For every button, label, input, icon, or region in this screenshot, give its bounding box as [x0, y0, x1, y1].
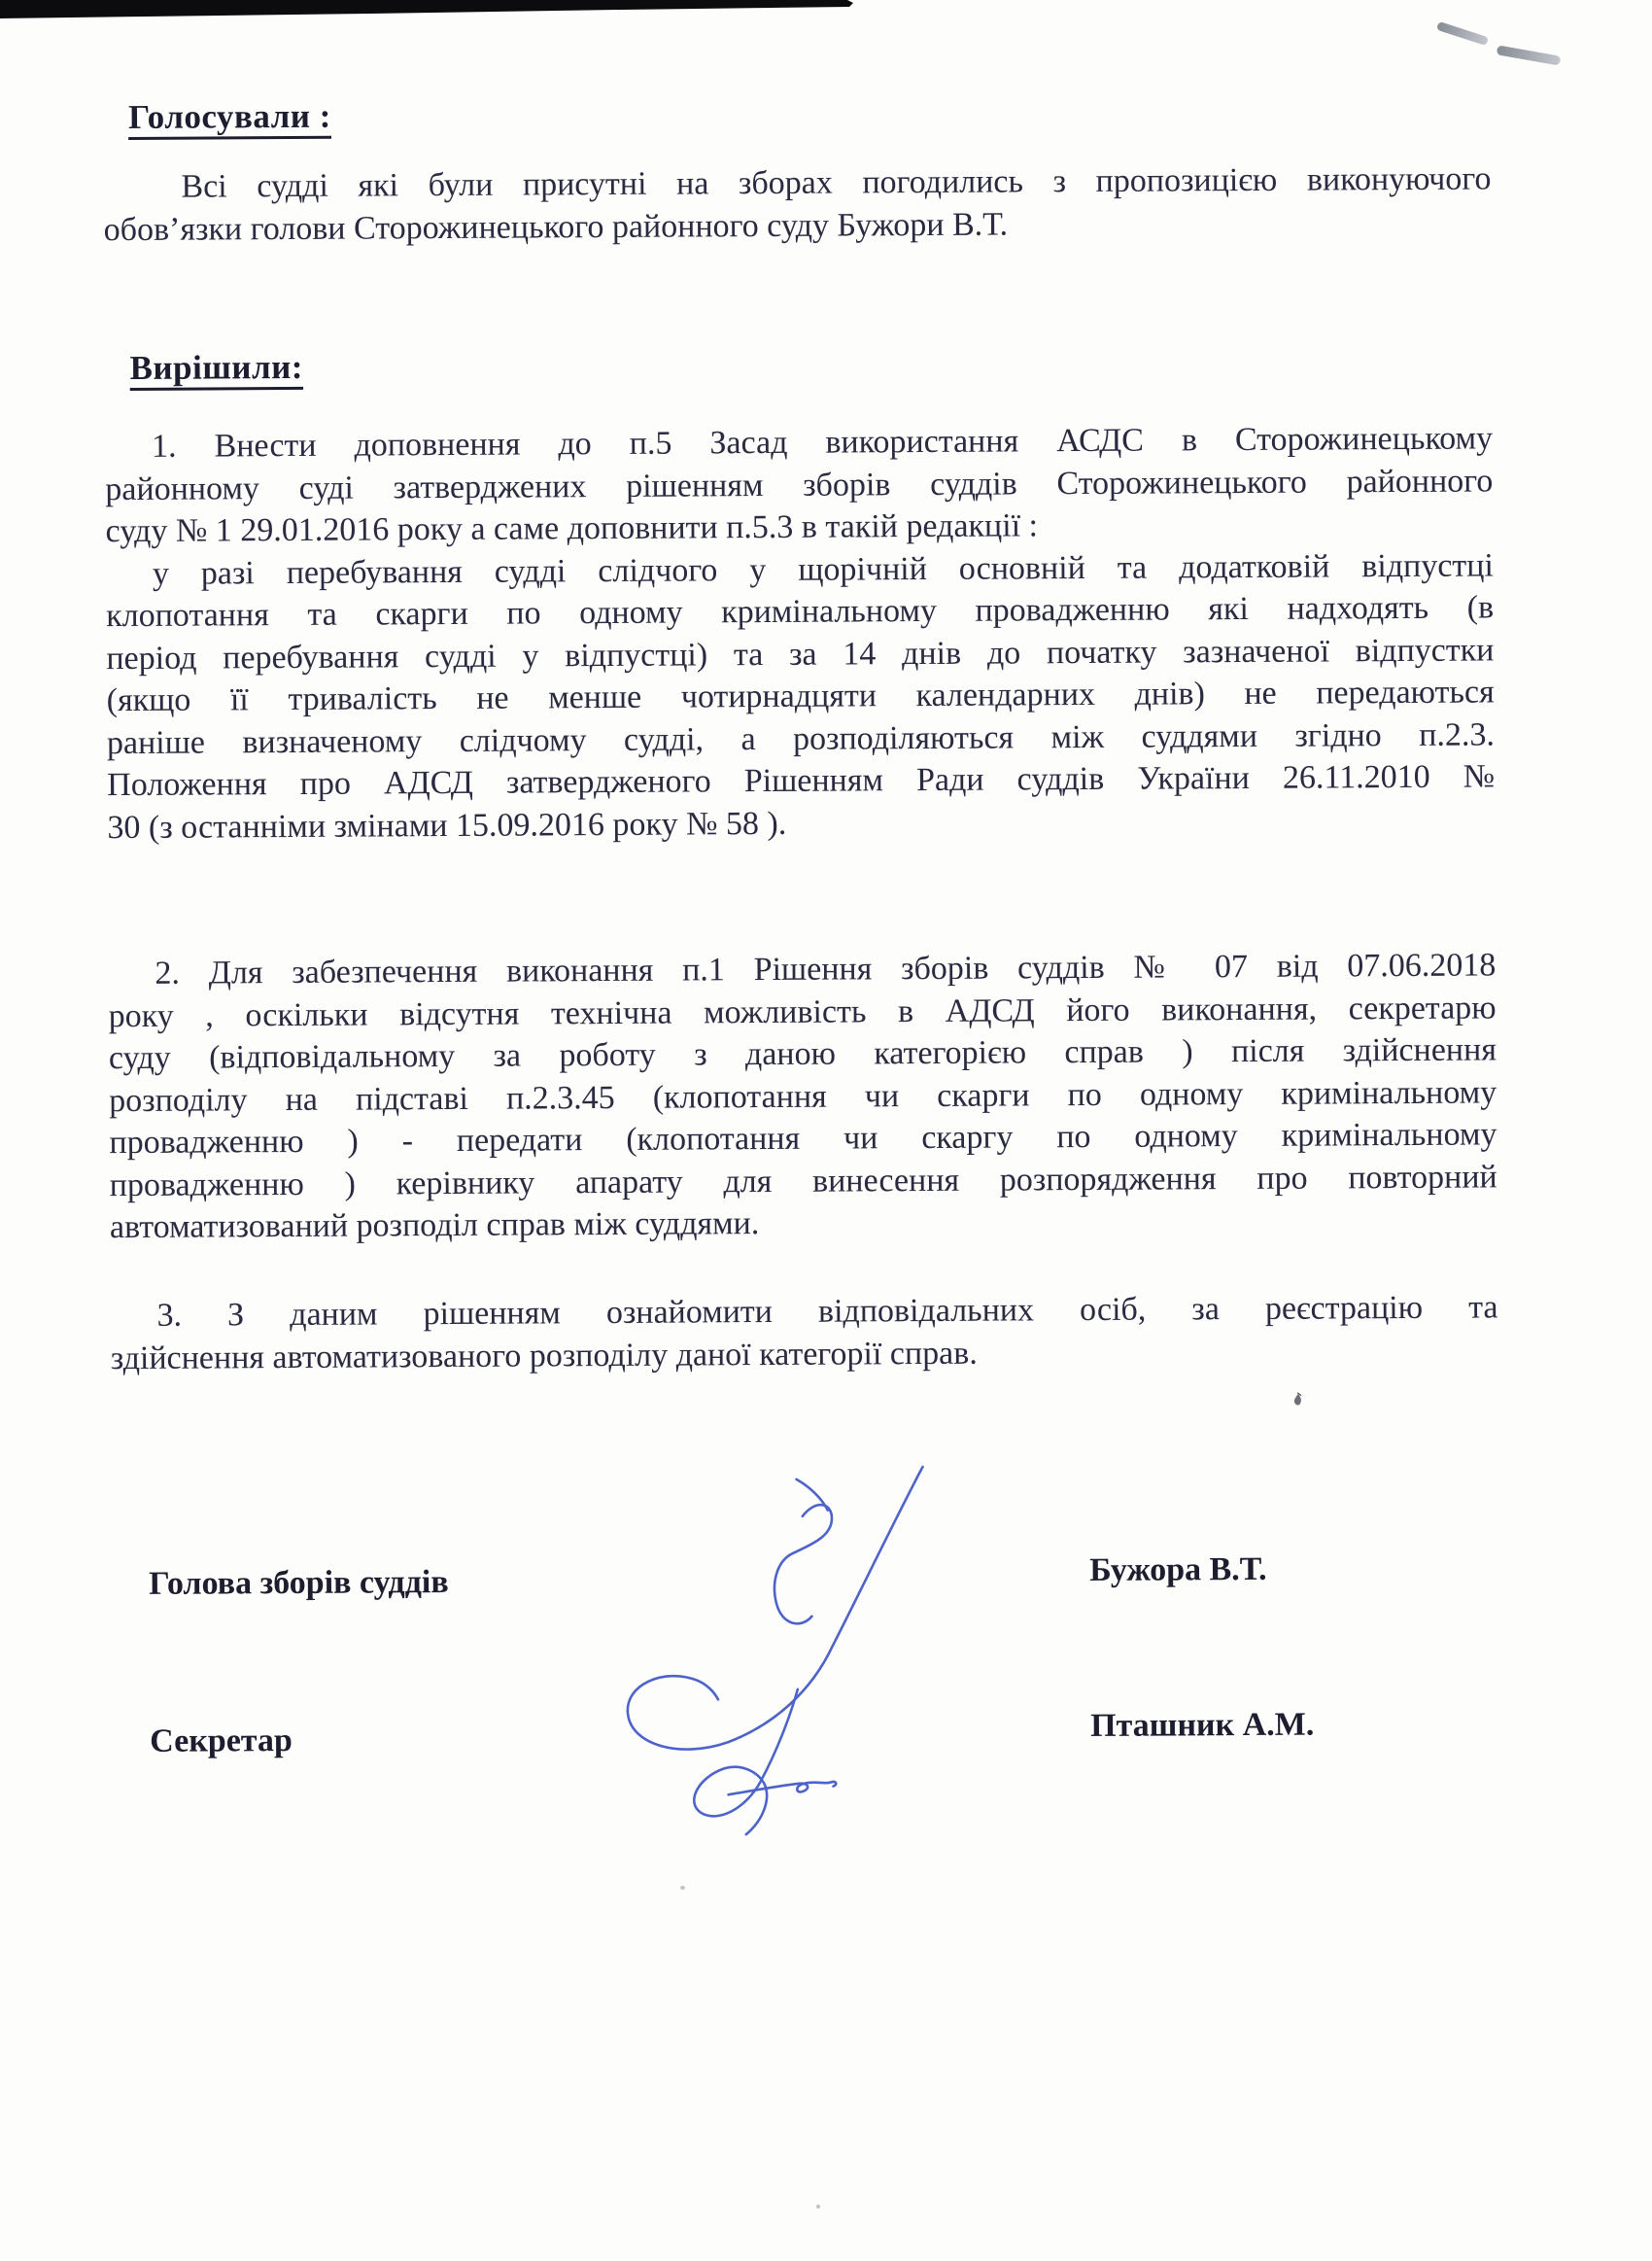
paragraph-voted	[103, 157, 1492, 251]
text-line: 2. Для забезпечення виконання п.1 Рішення зборів суддів № 07 від 07.06.2018	[155, 947, 1497, 991]
text-line: Положення про АДСД затвердженого Рішенням Ради суддів України 26.11.2010 №	[107, 758, 1496, 804]
decision-item-3	[110, 1286, 1498, 1379]
signature-name-secretary: Пташник А.М.	[1090, 1706, 1315, 1744]
text-line: районному суді затверджених рішенням зборів суддів Сторожинецького районного	[105, 462, 1494, 507]
text-line: провадженню ) - передати (клопотання чи скаргу по одному кримінальному	[109, 1116, 1497, 1162]
decision-item-2	[108, 944, 1497, 1248]
text-line: автоматизований розподіл справ між суддями.	[109, 1205, 760, 1246]
scan-artifact-ink-mark	[1291, 1392, 1306, 1409]
text-line: суду № 1 29.01.2016 року а саме доповнити п.5.3 в такій редакції :	[105, 507, 1039, 550]
decision-item-1	[105, 417, 1496, 849]
text-line: суду (відповідальному за роботу з даною категорією справ ) після здійснення	[108, 1031, 1497, 1077]
handwritten-signature	[570, 1459, 981, 1851]
text-line: Всі судді які були присутні на зборах погодились з пропозицією виконуючого	[181, 160, 1492, 205]
text-line: 30 (з останніми змінами 15.09.2016 року № 58 ).	[107, 805, 787, 846]
text-line: клопотання та скарги по одному кримінальному провадженню які надходять (в	[106, 589, 1495, 635]
text-line: провадженню ) керівнику апарату для винесення розпорядження про повторний	[109, 1158, 1497, 1203]
signature-name-head: Бужора В.Т.	[1089, 1550, 1267, 1588]
section-heading-voted: Голосували :	[127, 96, 331, 137]
signature-role-head: Голова зборів суддів	[149, 1564, 449, 1602]
text-line: період перебування судді у відпустці) та за 14 днів до початку зазначеної відпустки	[106, 631, 1495, 677]
text-line: у разі перебування судді слідчого у щорічній основній та додатковій відпустці	[152, 546, 1494, 592]
text-line: 3. З даним рішенням ознайомити відповідальних осіб, за реєстрацію та	[156, 1289, 1498, 1334]
text-line: року , оскільки відсутня технічна можливість в АДСД його виконання, секретарю	[108, 989, 1497, 1034]
text-line: раніше визначеному слідчому судді, а розподіляються між суддями згідно п.2.3.	[106, 715, 1496, 761]
signature-role-secretary: Секретар	[150, 1722, 293, 1759]
text-line: розподілу на підставі п.2.3.45 (клопотання чи скарги по одному кримінальному	[109, 1073, 1497, 1119]
text-line: обов’язки голови Сторожинецького районного суду Бужори В.Т.	[103, 205, 1009, 248]
text-line: здійснення автоматизованого розподілу даної категорії справ.	[110, 1335, 978, 1376]
section-heading-decided: Вирішили:	[129, 347, 304, 388]
text-line: 1. Внести доповнення до п.5 Засад використання АСДС в Сторожинецькому	[151, 420, 1494, 465]
text-line: (якщо її тривалість не менше чотирнадцяти календарних днів) не передаються	[106, 674, 1495, 719]
